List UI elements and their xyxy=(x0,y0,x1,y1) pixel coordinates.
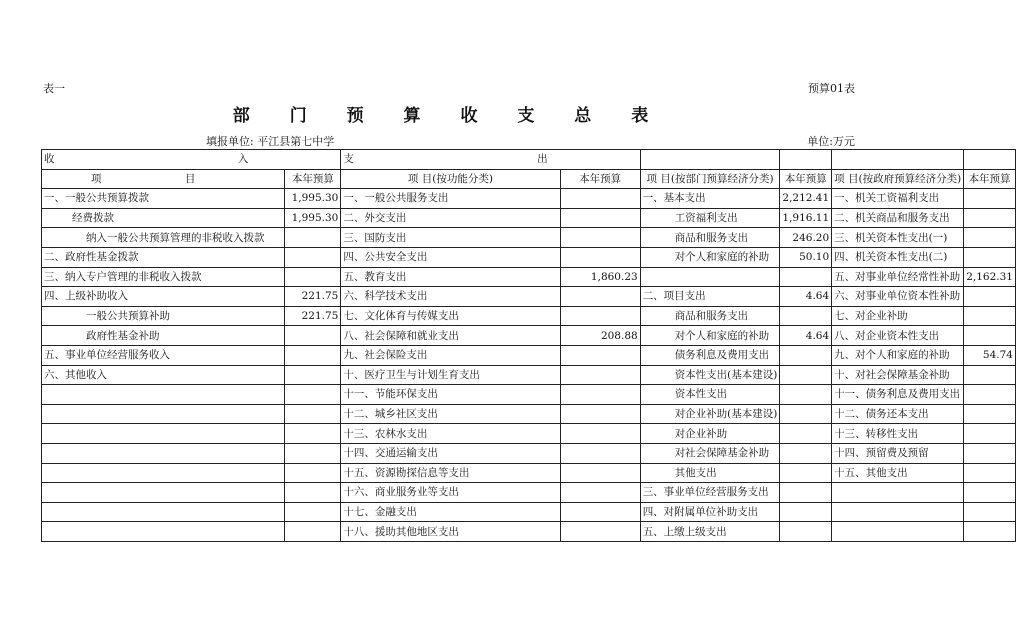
dept-econ-item-cell: 对个人和家庭的补助 xyxy=(640,326,780,346)
gov-econ-budget-cell: 2,162.31 xyxy=(964,267,1016,287)
gov-econ-item-cell: 十三、转移性支出 xyxy=(832,424,964,444)
table-row xyxy=(42,345,1016,365)
func-budget-cell xyxy=(560,385,640,405)
gov-econ-item-cell xyxy=(832,522,964,542)
income-item-cell xyxy=(42,404,285,424)
func-item-cell: 三、国防支出 xyxy=(341,228,560,248)
empty-header-cell xyxy=(964,150,1016,170)
table-row xyxy=(42,483,1016,503)
func-budget-cell xyxy=(560,189,640,209)
dept-econ-item-cell: 一、基本支出 xyxy=(640,189,780,209)
col-header-dept-econ: 项 目(按部门预算经济分类) xyxy=(640,169,780,189)
expense-group-label: 支 出 xyxy=(343,153,638,166)
gov-econ-budget-cell xyxy=(964,208,1016,228)
gov-econ-budget-cell xyxy=(964,443,1016,463)
dept-econ-budget-cell xyxy=(780,483,832,503)
income-budget-cell: 221.75 xyxy=(285,306,341,326)
func-budget-cell xyxy=(560,345,640,365)
income-budget-cell xyxy=(285,502,341,522)
income-item-cell: 政府性基金补助 xyxy=(42,326,285,346)
dept-econ-budget-cell xyxy=(780,522,832,542)
income-item-cell xyxy=(42,463,285,483)
empty-header-cell xyxy=(832,150,964,170)
dept-econ-budget-cell: 4.64 xyxy=(780,326,832,346)
income-budget-cell xyxy=(285,443,341,463)
func-budget-cell: 1,860.23 xyxy=(560,267,640,287)
func-budget-cell xyxy=(560,424,640,444)
dept-econ-budget-cell xyxy=(780,424,832,444)
dept-econ-budget-cell: 50.10 xyxy=(780,247,832,267)
income-budget-cell xyxy=(285,326,341,346)
income-item-cell xyxy=(42,502,285,522)
gov-econ-item-cell: 九、对个人和家庭的补助 xyxy=(832,345,964,365)
dept-econ-budget-cell xyxy=(780,463,832,483)
income-item-cell xyxy=(42,483,285,503)
table-row xyxy=(42,287,1016,307)
func-budget-cell xyxy=(560,287,640,307)
dept-econ-budget-cell xyxy=(780,345,832,365)
gov-econ-item-cell: 十一、债务利息及费用支出 xyxy=(832,385,964,405)
dept-econ-item-cell: 资本性支出(基本建设) xyxy=(640,365,780,385)
col-header-budget: 本年预算 xyxy=(780,169,832,189)
income-item-cell: 经费拨款 xyxy=(42,208,285,228)
gov-econ-item-cell: 四、机关资本性支出(二) xyxy=(832,247,964,267)
table-row xyxy=(42,267,1016,287)
gov-econ-budget-cell xyxy=(964,463,1016,483)
gov-econ-item-cell: 二、机关商品和服务支出 xyxy=(832,208,964,228)
func-budget-cell xyxy=(560,228,640,248)
income-budget-cell xyxy=(285,404,341,424)
income-item-cell xyxy=(42,522,285,542)
table-row xyxy=(42,208,1016,228)
table-row xyxy=(42,522,1016,542)
func-budget-cell xyxy=(560,463,640,483)
table-row xyxy=(42,326,1016,346)
income-budget-cell: 1,995.30 xyxy=(285,189,341,209)
func-item-cell: 四、公共安全支出 xyxy=(341,247,560,267)
dept-econ-item-cell: 工资福利支出 xyxy=(640,208,780,228)
dept-econ-budget-cell: 246.20 xyxy=(780,228,832,248)
col-header-func: 项 目(按功能分类) xyxy=(341,169,560,189)
table-row xyxy=(42,228,1016,248)
func-item-cell: 九、社会保险支出 xyxy=(341,345,560,365)
dept-econ-budget-cell: 1,916.11 xyxy=(780,208,832,228)
income-item-cell: 一、一般公共预算拨款 xyxy=(42,189,285,209)
gov-econ-budget-cell xyxy=(964,424,1016,444)
gov-econ-item-cell: 十、对社会保障基金补助 xyxy=(832,365,964,385)
func-item-cell: 十三、农林水支出 xyxy=(341,424,560,444)
table-row xyxy=(42,189,1016,209)
income-budget-cell xyxy=(285,522,341,542)
dept-econ-item-cell: 债务利息及费用支出 xyxy=(640,345,780,365)
table-row xyxy=(42,306,1016,326)
income-item-cell: 三、纳入专户管理的非税收入拨款 xyxy=(42,267,285,287)
income-item-cell xyxy=(42,385,285,405)
income-item-cell: 一般公共预算补助 xyxy=(42,306,285,326)
income-budget-cell xyxy=(285,345,341,365)
page-title: 部 门 预 算 收 支 总 表 xyxy=(232,106,666,126)
gov-econ-budget-cell xyxy=(964,228,1016,248)
income-budget-cell: 1,995.30 xyxy=(285,208,341,228)
table-row xyxy=(42,365,1016,385)
func-budget-cell xyxy=(560,443,640,463)
dept-econ-item-cell: 商品和服务支出 xyxy=(640,306,780,326)
gov-econ-budget-cell xyxy=(964,385,1016,405)
dept-econ-item-cell: 五、上缴上级支出 xyxy=(640,522,780,542)
func-item-cell: 六、科学技术支出 xyxy=(341,287,560,307)
income-budget-cell xyxy=(285,267,341,287)
func-item-cell: 十一、节能环保支出 xyxy=(341,385,560,405)
gov-econ-budget-cell xyxy=(964,287,1016,307)
income-item-cell: 六、其他收入 xyxy=(42,365,285,385)
income-budget-cell xyxy=(285,483,341,503)
col-header-budget: 本年预算 xyxy=(560,169,640,189)
dept-econ-item-cell: 对企业补助(基本建设) xyxy=(640,404,780,424)
dept-econ-item-cell xyxy=(640,267,780,287)
table-row xyxy=(42,443,1016,463)
income-item-cell: 纳入一般公共预算管理的非税收入拨款 xyxy=(42,228,285,248)
gov-econ-item-cell: 六、对事业单位资本性补助 xyxy=(832,287,964,307)
income-budget-cell xyxy=(285,424,341,444)
func-item-cell: 七、文化体育与传媒支出 xyxy=(341,306,560,326)
gov-econ-budget-cell xyxy=(964,502,1016,522)
empty-header-cell xyxy=(780,150,832,170)
gov-econ-item-cell xyxy=(832,483,964,503)
dept-econ-item-cell: 四、对附属单位补助支出 xyxy=(640,502,780,522)
dept-econ-item-cell: 资本性支出 xyxy=(640,385,780,405)
income-group-header xyxy=(42,150,341,170)
gov-econ-budget-cell xyxy=(964,522,1016,542)
table-row xyxy=(42,404,1016,424)
func-item-cell: 五、教育支出 xyxy=(341,267,560,287)
dept-econ-budget-cell xyxy=(780,385,832,405)
dept-econ-item-cell: 其他支出 xyxy=(640,463,780,483)
empty-header-cell xyxy=(640,150,780,170)
dept-econ-budget-cell: 4.64 xyxy=(780,287,832,307)
func-budget-cell xyxy=(560,306,640,326)
func-budget-cell xyxy=(560,522,640,542)
income-item-cell xyxy=(42,424,285,444)
func-budget-cell xyxy=(560,247,640,267)
form-code-label: 预算01表 xyxy=(808,82,855,95)
func-item-cell: 十八、援助其他地区支出 xyxy=(341,522,560,542)
gov-econ-item-cell: 三、机关资本性支出(一) xyxy=(832,228,964,248)
gov-econ-budget-cell xyxy=(964,365,1016,385)
gov-econ-item-cell: 十四、预留费及预留 xyxy=(832,443,964,463)
dept-econ-budget-cell: 2,212.41 xyxy=(780,189,832,209)
gov-econ-budget-cell xyxy=(964,306,1016,326)
dept-econ-budget-cell xyxy=(780,502,832,522)
func-budget-cell xyxy=(560,502,640,522)
gov-econ-budget-cell: 54.74 xyxy=(964,345,1016,365)
dept-econ-budget-cell xyxy=(780,404,832,424)
income-group-label: 收 入 xyxy=(44,153,339,166)
table-row xyxy=(42,385,1016,405)
gov-econ-item-cell: 十五、其他支出 xyxy=(832,463,964,483)
gov-econ-item-cell: 八、对企业资本性支出 xyxy=(832,326,964,346)
column-header-row xyxy=(42,169,1016,189)
dept-econ-budget-cell xyxy=(780,267,832,287)
func-budget-cell xyxy=(560,483,640,503)
dept-econ-item-cell: 对个人和家庭的补助 xyxy=(640,247,780,267)
func-budget-cell xyxy=(560,365,640,385)
gov-econ-item-cell xyxy=(832,502,964,522)
income-budget-cell xyxy=(285,365,341,385)
func-budget-cell xyxy=(560,208,640,228)
group-header-row xyxy=(42,150,1016,170)
func-budget-cell xyxy=(560,404,640,424)
expense-group-header xyxy=(341,150,640,170)
income-budget-cell xyxy=(285,247,341,267)
dept-econ-item-cell: 对企业补助 xyxy=(640,424,780,444)
table-row xyxy=(42,424,1016,444)
gov-econ-budget-cell xyxy=(964,247,1016,267)
dept-econ-budget-cell xyxy=(780,365,832,385)
currency-unit-label: 单位:万元 xyxy=(807,135,855,148)
gov-econ-item-cell: 七、对企业补助 xyxy=(832,306,964,326)
dept-econ-item-cell: 二、项目支出 xyxy=(640,287,780,307)
func-item-cell: 十四、交通运输支出 xyxy=(341,443,560,463)
col-header-budget: 本年预算 xyxy=(285,169,341,189)
dept-econ-item-cell: 对社会保障基金补助 xyxy=(640,443,780,463)
func-budget-cell: 208.88 xyxy=(560,326,640,346)
func-item-cell: 十六、商业服务业等支出 xyxy=(341,483,560,503)
dept-econ-item-cell: 商品和服务支出 xyxy=(640,228,780,248)
income-item-cell: 五、事业单位经营服务收入 xyxy=(42,345,285,365)
dept-econ-budget-cell xyxy=(780,306,832,326)
col-header-gov-econ: 项 目(按政府预算经济分类) xyxy=(832,169,964,189)
income-budget-cell xyxy=(285,463,341,483)
gov-econ-budget-cell xyxy=(964,404,1016,424)
income-item-cell: 四、上级补助收入 xyxy=(42,287,285,307)
table-row xyxy=(42,502,1016,522)
table-number-label: 表一 xyxy=(43,82,65,95)
dept-econ-budget-cell xyxy=(780,443,832,463)
dept-econ-item-cell: 三、事业单位经营服务支出 xyxy=(640,483,780,503)
budget-summary-table xyxy=(41,149,1016,542)
income-budget-cell xyxy=(285,228,341,248)
gov-econ-budget-cell xyxy=(964,189,1016,209)
func-item-cell: 十七、金融支出 xyxy=(341,502,560,522)
gov-econ-budget-cell xyxy=(964,483,1016,503)
gov-econ-item-cell: 一、机关工资福利支出 xyxy=(832,189,964,209)
gov-econ-item-cell: 五、对事业单位经常性补助 xyxy=(832,267,964,287)
gov-econ-budget-cell xyxy=(964,326,1016,346)
col-header-budget: 本年预算 xyxy=(964,169,1016,189)
income-budget-cell: 221.75 xyxy=(285,287,341,307)
col-header-item: 项 目 xyxy=(42,169,285,189)
func-item-cell: 十二、城乡社区支出 xyxy=(341,404,560,424)
func-item-cell: 八、社会保障和就业支出 xyxy=(341,326,560,346)
func-item-cell: 十、医疗卫生与计划生育支出 xyxy=(341,365,560,385)
func-item-cell: 二、外交支出 xyxy=(341,208,560,228)
func-item-cell: 一、一般公共服务支出 xyxy=(341,189,560,209)
reporting-unit-label: 填报单位: 平江县第七中学 xyxy=(206,135,335,148)
income-item-cell xyxy=(42,443,285,463)
table-row xyxy=(42,247,1016,267)
income-budget-cell xyxy=(285,385,341,405)
gov-econ-item-cell: 十二、债务还本支出 xyxy=(832,404,964,424)
income-item-cell: 二、政府性基金拨款 xyxy=(42,247,285,267)
table-row xyxy=(42,463,1016,483)
func-item-cell: 十五、资源勘探信息等支出 xyxy=(341,463,560,483)
